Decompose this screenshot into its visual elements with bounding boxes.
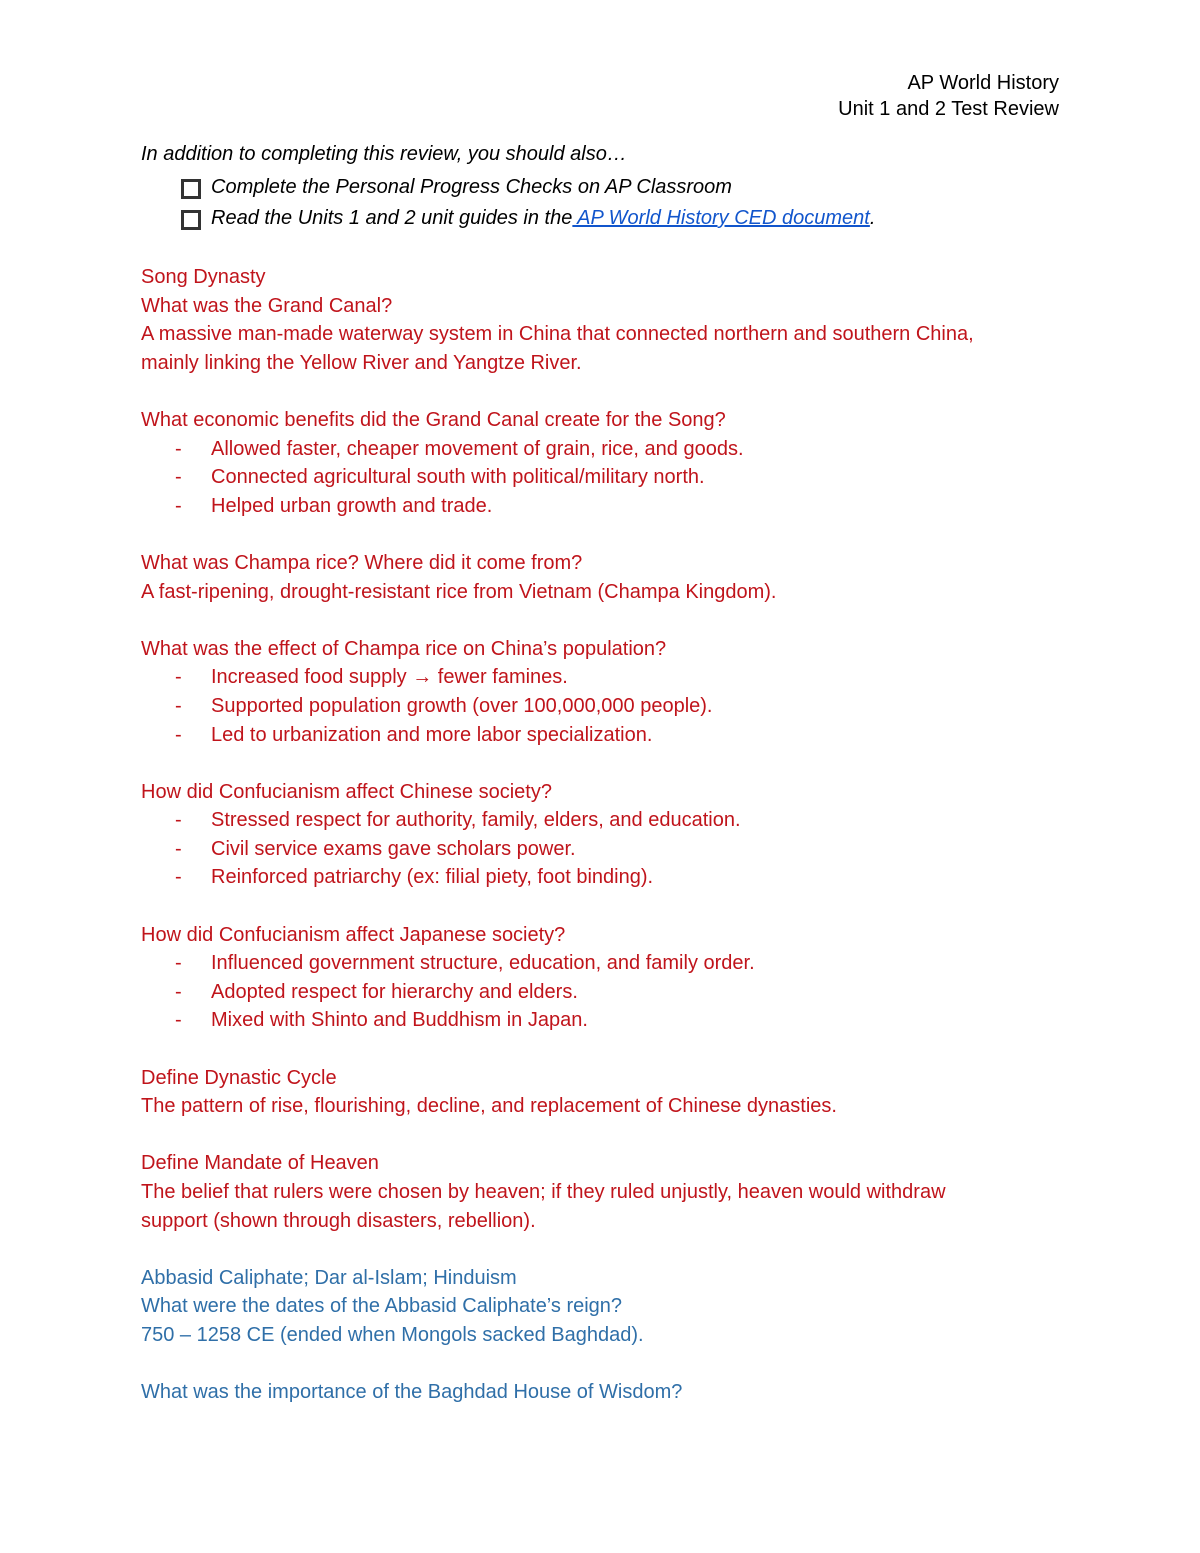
- list-item: [141, 863, 1061, 892]
- list-item: [141, 978, 1061, 1007]
- question: What were the dates of the Abbasid Caliphate’s reign?: [141, 1295, 623, 1318]
- list-item-text: Led to urbanization and more labor specialization.: [211, 723, 653, 746]
- question: What was the effect of Champa rice on China’s population?: [141, 637, 667, 660]
- ced-document-link[interactable]: AP World History CED document: [572, 207, 870, 229]
- question: Define Mandate of Heaven: [141, 1152, 379, 1175]
- checklist-item-suffix: .: [869, 207, 876, 229]
- question: What was the importance of the Baghdad House of Wisdom?: [141, 1381, 683, 1404]
- answer-list: [141, 949, 1061, 1035]
- list-item-text: Stressed respect for authority, family, elders, and education.: [211, 809, 741, 832]
- list-item: [141, 492, 1061, 521]
- list-item-text: Mixed with Shinto and Buddhism in Japan.: [211, 1009, 588, 1032]
- list-item: [141, 949, 1061, 978]
- list-item-text: Reinforced patriarchy (ex: filial piety, foot binding).: [211, 866, 654, 889]
- checklist-item: [141, 203, 1061, 234]
- course-title: AP World History: [907, 72, 1059, 94]
- abbasid-section: [141, 1264, 1061, 1407]
- spacer: [141, 1350, 1061, 1379]
- dash-bullet: -: [175, 494, 182, 517]
- spacer: [141, 234, 1061, 263]
- checkbox-icon[interactable]: [181, 210, 201, 230]
- list-item-text: Allowed faster, cheaper movement of grain, rice, and goods.: [211, 437, 744, 460]
- dash-bullet: -: [175, 666, 182, 689]
- list-item: [141, 1006, 1061, 1035]
- list-item-text: Helped urban growth and trade.: [211, 494, 493, 517]
- answer-list: [141, 806, 1061, 892]
- spacer: [141, 1035, 1061, 1064]
- question: What economic benefits did the Grand Canal create for the Song?: [141, 408, 726, 431]
- answer: 750 – 1258 CE (ended when Mongols sacked Baghdad).: [141, 1323, 644, 1346]
- list-item-text: Adopted respect for hierarchy and elders.: [211, 980, 578, 1003]
- dash-bullet: -: [175, 1009, 182, 1032]
- checklist-item-text: Read the Units 1 and 2 unit guides in the: [211, 207, 573, 229]
- answer: The pattern of rise, flourishing, decline, and replacement of Chinese dynasties.: [141, 1095, 837, 1118]
- list-item: [141, 463, 1061, 492]
- checklist-item-text: Complete the Personal Progress Checks on AP Classroom: [211, 176, 732, 198]
- checklist-item: [141, 172, 1061, 203]
- checkbox-icon[interactable]: [181, 179, 201, 199]
- intro-text: In addition to completing this review, you should also…: [141, 143, 627, 165]
- question: How did Confucianism affect Japanese society?: [141, 923, 566, 946]
- dash-bullet: -: [175, 466, 182, 489]
- answer: A fast-ripening, drought-resistant rice from Vietnam (Champa Kingdom).: [141, 580, 777, 603]
- list-item-text: Supported population growth (over 100,000,000 people).: [211, 694, 713, 717]
- question: How did Confucianism affect Chinese society?: [141, 780, 552, 803]
- spacer: [141, 1235, 1061, 1264]
- song-dynasty-section: [141, 263, 1061, 1264]
- question: What was Champa rice? Where did it come from?: [141, 551, 583, 574]
- list-item-text: Connected agricultural south with political/military north.: [211, 466, 705, 489]
- section-heading: Song Dynasty: [141, 266, 266, 288]
- spacer: [141, 377, 1061, 406]
- list-item-text: Increased food supply → fewer famines.: [211, 666, 568, 689]
- dash-bullet: -: [175, 723, 182, 746]
- spacer: [141, 1121, 1061, 1150]
- document-body: [141, 140, 1061, 1407]
- dash-bullet: -: [175, 837, 182, 860]
- question: Define Dynastic Cycle: [141, 1066, 337, 1089]
- list-item: [141, 435, 1061, 464]
- list-item-text: Civil service exams gave scholars power.: [211, 837, 576, 860]
- dash-bullet: -: [175, 809, 182, 832]
- list-item: [141, 663, 1061, 692]
- dash-bullet: -: [175, 694, 182, 717]
- answer: A massive man-made waterway system in China that connected northern and southern China,: [141, 323, 974, 346]
- dash-bullet: -: [175, 437, 182, 460]
- answer: mainly linking the Yellow River and Yangtze River.: [141, 351, 582, 374]
- answer: support (shown through disasters, rebellion).: [141, 1209, 536, 1232]
- question: What was the Grand Canal?: [141, 294, 393, 317]
- answer-list: [141, 435, 1061, 521]
- document-header: [838, 70, 1059, 122]
- spacer: [141, 606, 1061, 635]
- spacer: [141, 520, 1061, 549]
- list-item: [141, 806, 1061, 835]
- section-heading: Abbasid Caliphate; Dar al-Islam; Hinduism: [141, 1266, 517, 1289]
- spacer: [141, 892, 1061, 921]
- intro-checklist: [141, 172, 1061, 234]
- answer-list: [141, 663, 1061, 749]
- spacer: [141, 749, 1061, 778]
- list-item-text: Influenced government structure, education, and family order.: [211, 952, 755, 975]
- dash-bullet: -: [175, 952, 182, 975]
- dash-bullet: -: [175, 980, 182, 1003]
- list-item: [141, 721, 1061, 750]
- list-item: [141, 835, 1061, 864]
- answer: The belief that rulers were chosen by heaven; if they ruled unjustly, heaven would withdraw: [141, 1181, 946, 1203]
- list-item: [141, 692, 1061, 721]
- review-subtitle: Unit 1 and 2 Test Review: [838, 98, 1059, 120]
- dash-bullet: -: [175, 866, 182, 889]
